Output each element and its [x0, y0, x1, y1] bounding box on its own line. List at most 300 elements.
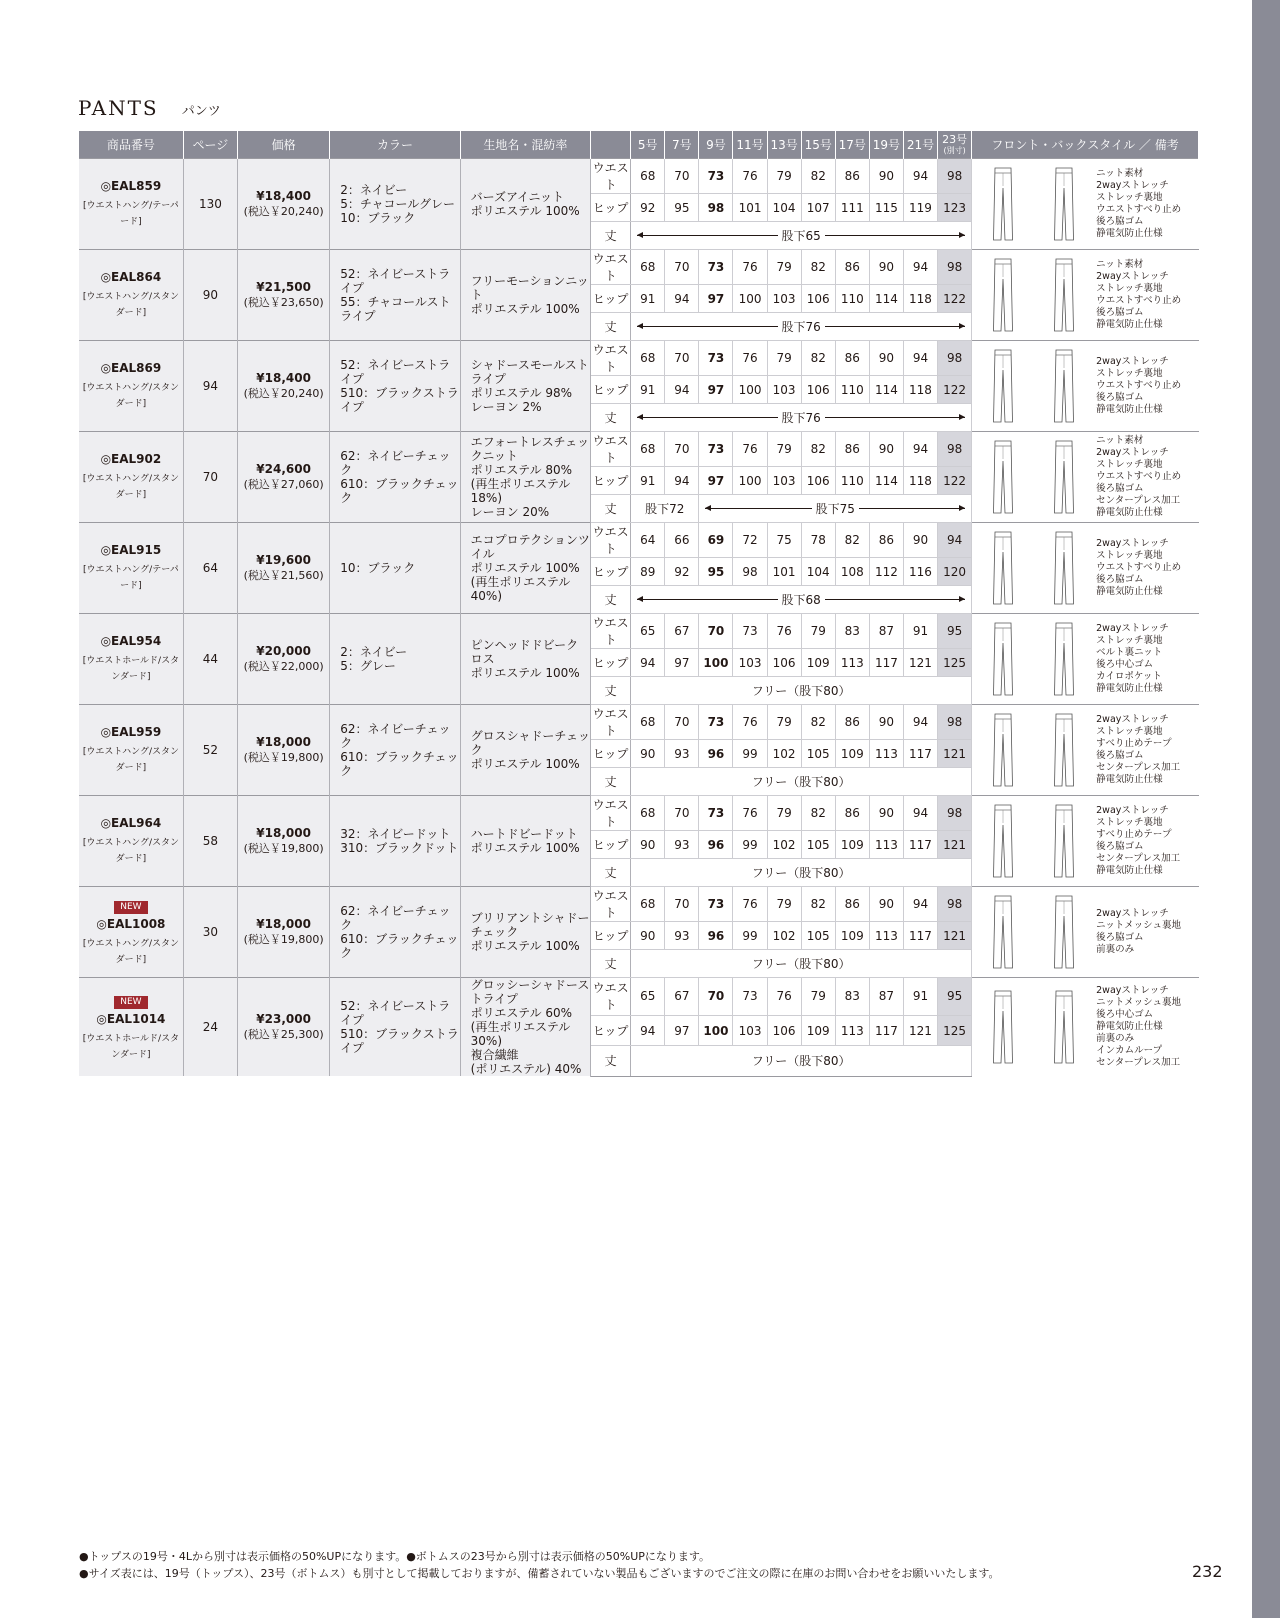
hip-value: 121 [938, 740, 972, 768]
catalog-page: 44 [183, 614, 237, 705]
waist-value: 90 [869, 432, 903, 467]
hip-value: 94 [631, 649, 665, 677]
color-option: 62：ネイビーチェック [340, 904, 451, 932]
pants-front-icon [992, 166, 1014, 242]
header-size: 15号 [801, 131, 835, 159]
measure-label: ウエスト [591, 887, 631, 922]
new-badge: NEW [114, 996, 147, 1009]
waist-value: 82 [801, 250, 835, 285]
measure-label: ヒップ [591, 558, 631, 586]
hip-value: 122 [938, 285, 972, 313]
hip-value: 106 [767, 1015, 801, 1045]
remark-line: 2wayストレッチ [1096, 805, 1169, 816]
fabric-line: グロスシャドーチェック [470, 729, 591, 757]
hip-value: 94 [631, 1015, 665, 1045]
hip-value: 117 [869, 1015, 903, 1045]
product-code-cell [79, 796, 183, 887]
waist-value: 90 [869, 796, 903, 831]
inseam-text: フリー（股下80） [631, 859, 972, 887]
fabric-line: フリーモーションニット [470, 274, 589, 302]
waist-value: 94 [903, 432, 937, 467]
header-fabric: 生地名・混紡率 [460, 131, 590, 159]
catalog-page: 30 [183, 887, 237, 978]
measure-label: 丈 [591, 950, 631, 978]
hip-value: 90 [631, 740, 665, 768]
hip-value: 109 [835, 740, 869, 768]
measure-label: 丈 [591, 586, 631, 614]
hip-value: 118 [903, 376, 937, 404]
fabric-line: ポリエステル 100% [470, 666, 580, 680]
remark-line: カイロポケット [1096, 671, 1162, 682]
header-size: 9号 [699, 131, 733, 159]
remark-line: ストレッチ裏地 [1096, 817, 1163, 828]
measure-label: ヒップ [591, 467, 631, 495]
product-code-cell [79, 705, 183, 796]
hip-value: 102 [767, 831, 801, 859]
product-code: ◎EAL1014 [96, 1011, 166, 1026]
style-cell [972, 614, 1199, 705]
waist-value: 65 [631, 978, 665, 1016]
price-cell [237, 250, 329, 341]
price-cell [237, 614, 329, 705]
section-title [78, 96, 221, 120]
remarks [1094, 538, 1181, 598]
remark-line: ニット素材 [1096, 435, 1144, 446]
remark-line: 2wayストレッチ [1096, 271, 1169, 282]
product-fit: [ウエストハング/テーパード] [83, 565, 179, 591]
waist-value: 87 [869, 978, 903, 1016]
hip-value: 100 [699, 1015, 733, 1045]
waist-value: 98 [938, 705, 972, 740]
hip-value: 97 [699, 285, 733, 313]
table-row [79, 796, 1199, 831]
waist-value: 70 [699, 614, 733, 649]
waist-value: 79 [767, 432, 801, 467]
style-cell [972, 523, 1199, 614]
fabric-cell [460, 432, 590, 523]
hip-value: 109 [801, 1015, 835, 1045]
fabric-cell [460, 159, 590, 250]
hip-value: 101 [767, 558, 801, 586]
hip-value: 100 [733, 285, 767, 313]
hip-value: 114 [869, 376, 903, 404]
waist-value: 76 [733, 159, 767, 194]
table-row [79, 614, 1199, 649]
measure-label: 丈 [591, 495, 631, 523]
remark-line: 静電気防止仕様 [1096, 319, 1163, 330]
color-option: 610：ブラックチェック [340, 750, 459, 778]
table-header [79, 131, 1199, 159]
remark-line: ストレッチ裏地 [1096, 726, 1163, 737]
product-fit: [ウエストホールド/スタンダード] [82, 1033, 180, 1060]
product-code: ◎EAL902 [100, 452, 162, 466]
remark-line: 後ろ脇ゴム [1096, 932, 1144, 943]
header-style: フロント・バックスタイル ／ 備考 [972, 131, 1199, 159]
hip-value: 117 [903, 740, 937, 768]
color-option: 62：ネイビーチェック [340, 449, 451, 477]
style-cell [972, 432, 1199, 523]
waist-value: 68 [631, 159, 665, 194]
color-option: 2：ネイビー [340, 645, 408, 659]
remark-line: ウエストすべり止め [1096, 471, 1182, 482]
hip-value: 121 [938, 831, 972, 859]
product-code-cell [79, 159, 183, 250]
price: ¥21,500 [256, 280, 311, 294]
product-fit: [ウエストハング/スタンダード] [82, 292, 179, 318]
measure-label: ウエスト [591, 614, 631, 649]
pants-back-icon [1053, 803, 1075, 879]
remark-line: ウエストすべり止め [1096, 204, 1182, 215]
price-tax: (税込￥25,300) [243, 1028, 324, 1041]
remark-line: ウエストすべり止め [1096, 295, 1182, 306]
waist-value: 70 [665, 159, 699, 194]
remark-line: 静電気防止仕様 [1096, 774, 1163, 785]
waist-value: 94 [903, 341, 937, 376]
table-row [79, 887, 1199, 922]
hip-value: 110 [835, 285, 869, 313]
waist-value: 98 [938, 432, 972, 467]
measure-label: ウエスト [591, 523, 631, 558]
pants-back-icon [1053, 712, 1075, 788]
product-code: ◎EAL915 [100, 543, 162, 557]
waist-value: 79 [767, 250, 801, 285]
waist-value: 75 [767, 523, 801, 558]
waist-value: 73 [733, 978, 767, 1016]
remark-line: センタープレス加工 [1096, 1057, 1181, 1068]
catalog-page: 70 [183, 432, 237, 523]
hip-value: 113 [869, 831, 903, 859]
product-code-cell [79, 978, 183, 1077]
measure-label: ヒップ [591, 831, 631, 859]
waist-value: 76 [733, 341, 767, 376]
waist-value: 70 [665, 887, 699, 922]
catalog-page: 52 [183, 705, 237, 796]
hip-value: 103 [767, 376, 801, 404]
remark-line: 2wayストレッチ [1096, 356, 1169, 367]
size23-label: 23号 [942, 132, 968, 146]
header-size: 13号 [767, 131, 801, 159]
waist-value: 98 [938, 341, 972, 376]
header-size-23 [938, 131, 972, 159]
hip-value: 92 [631, 194, 665, 222]
price: ¥19,600 [256, 553, 311, 567]
catalog-page: 64 [183, 523, 237, 614]
inseam-cell [631, 222, 972, 250]
waist-value: 76 [733, 705, 767, 740]
remark-line: 前裏のみ [1096, 944, 1135, 955]
header-size: 11号 [733, 131, 767, 159]
hip-value: 97 [665, 1015, 699, 1045]
color-cell [330, 523, 460, 614]
hip-value: 96 [699, 831, 733, 859]
remarks [1094, 805, 1180, 877]
pants-illustrations [972, 987, 1094, 1068]
hip-value: 104 [801, 558, 835, 586]
price-cell [237, 796, 329, 887]
product-code-cell [79, 887, 183, 978]
waist-value: 73 [699, 159, 733, 194]
hip-value: 92 [665, 558, 699, 586]
remark-line: 後ろ脇ゴム [1096, 750, 1144, 761]
footnotes [79, 1548, 1000, 1582]
waist-value: 86 [835, 432, 869, 467]
waist-value: 86 [835, 250, 869, 285]
fabric-line: レーヨン 2% [470, 400, 542, 414]
price-tax: (税込￥20,240) [243, 205, 324, 218]
product-fit: [ウエストハング/スタンダード] [82, 838, 179, 864]
fabric-cell [460, 523, 590, 614]
product-code-cell [79, 432, 183, 523]
color-option: 10：ブラック [340, 211, 416, 225]
price-tax: (税込￥19,800) [243, 933, 324, 946]
hip-value: 111 [835, 194, 869, 222]
remark-line: センタープレス加工 [1096, 762, 1181, 773]
catalog-page: 94 [183, 341, 237, 432]
remark-line: 後ろ脇ゴム [1096, 841, 1144, 852]
color-cell [330, 250, 460, 341]
remark-line: 静電気防止仕様 [1096, 865, 1163, 876]
product-code-cell [79, 614, 183, 705]
remark-line: 静電気防止仕様 [1096, 228, 1163, 239]
hip-value: 93 [665, 922, 699, 950]
remark-line: ベルト裏ニット [1096, 647, 1163, 658]
measure-label: 丈 [591, 768, 631, 796]
side-tab-bar [1252, 0, 1280, 1618]
size23-note: (別寸) [943, 145, 966, 155]
remark-line: 後ろ脇ゴム [1096, 392, 1144, 403]
fabric-line: エフォートレスチェックニット [470, 435, 590, 463]
price: ¥20,000 [256, 644, 311, 658]
product-fit: [ウエストハング/スタンダード] [82, 747, 179, 773]
inseam-text: フリー（股下80） [631, 768, 972, 796]
waist-value: 70 [699, 978, 733, 1016]
hip-value: 96 [699, 740, 733, 768]
waist-value: 72 [733, 523, 767, 558]
hip-value: 99 [733, 831, 767, 859]
waist-value: 69 [699, 523, 733, 558]
remark-line: 静電気防止仕様 [1096, 404, 1163, 415]
waist-value: 86 [835, 796, 869, 831]
color-option: 610：ブラックチェック [340, 477, 459, 505]
measure-label: ウエスト [591, 250, 631, 285]
fabric-line: (再生ポリエステル 30%) [470, 1020, 571, 1048]
remark-line: 静電気防止仕様 [1096, 586, 1163, 597]
page-number: 232 [1192, 1562, 1223, 1581]
measure-label: ウエスト [591, 432, 631, 467]
waist-value: 94 [903, 159, 937, 194]
hip-value: 109 [835, 831, 869, 859]
color-option: 510：ブラックストライプ [340, 386, 459, 414]
inseam-cell [631, 586, 972, 614]
product-code: ◎EAL1008 [96, 916, 166, 931]
waist-value: 90 [903, 523, 937, 558]
waist-value: 82 [801, 796, 835, 831]
price-tax: (税込￥23,650) [243, 296, 324, 309]
remark-line: ストレッチ裏地 [1096, 550, 1163, 561]
inseam-text: 股下76 [781, 411, 821, 425]
pants-illustrations [972, 255, 1094, 336]
waist-value: 98 [938, 159, 972, 194]
catalog-page: 130 [183, 159, 237, 250]
hip-value: 121 [903, 649, 937, 677]
hip-value: 118 [903, 285, 937, 313]
hip-value: 118 [903, 467, 937, 495]
price: ¥24,600 [256, 462, 311, 476]
fabric-line: ポリエステル 100% [470, 841, 580, 855]
fabric-cell [460, 705, 590, 796]
pants-back-icon [1053, 348, 1075, 424]
hip-value: 117 [903, 922, 937, 950]
remark-line: インカムループ [1096, 1045, 1163, 1056]
color-option: 52：ネイビーストライプ [340, 267, 451, 295]
waist-value: 68 [631, 796, 665, 831]
header-size: 19号 [869, 131, 903, 159]
style-cell [972, 978, 1199, 1077]
hip-value: 106 [801, 376, 835, 404]
hip-value: 101 [733, 194, 767, 222]
price-cell [237, 887, 329, 978]
price-cell [237, 432, 329, 523]
new-badge: NEW [114, 901, 147, 914]
remarks [1094, 168, 1181, 240]
waist-value: 86 [869, 523, 903, 558]
waist-value: 82 [801, 705, 835, 740]
waist-value: 94 [903, 705, 937, 740]
hip-value: 115 [869, 194, 903, 222]
waist-value: 76 [733, 887, 767, 922]
pants-illustrations [972, 164, 1094, 245]
fabric-line: ポリエステル 100% [470, 302, 580, 316]
color-option: 2：ネイビー [340, 183, 408, 197]
pants-front-icon [992, 257, 1014, 333]
style-cell [972, 341, 1199, 432]
waist-value: 98 [938, 796, 972, 831]
color-cell [330, 432, 460, 523]
waist-value: 73 [699, 705, 733, 740]
catalog-page: 24 [183, 978, 237, 1077]
pants-illustrations [972, 528, 1094, 609]
waist-value: 94 [903, 250, 937, 285]
color-option: 310：ブラックドット [340, 841, 459, 855]
hip-value: 113 [869, 922, 903, 950]
waist-value: 82 [835, 523, 869, 558]
pants-back-icon [1053, 621, 1075, 697]
waist-value: 98 [938, 887, 972, 922]
hip-value: 90 [631, 922, 665, 950]
pants-illustrations [972, 710, 1094, 791]
remark-line: ストレッチ裏地 [1096, 459, 1163, 470]
color-cell [330, 705, 460, 796]
waist-value: 90 [869, 887, 903, 922]
table-row [79, 978, 1199, 1016]
pants-back-icon [1053, 166, 1075, 242]
hip-value: 109 [801, 649, 835, 677]
measure-label: ウエスト [591, 978, 631, 1016]
waist-value: 86 [835, 887, 869, 922]
fabric-line: ポリエステル 100% [470, 561, 580, 575]
price: ¥18,000 [256, 735, 311, 749]
product-fit: [ウエストハング/スタンダード] [82, 938, 179, 965]
hip-value: 121 [903, 1015, 937, 1045]
waist-value: 90 [869, 159, 903, 194]
color-cell [330, 614, 460, 705]
hip-value: 91 [631, 467, 665, 495]
header-code: 商品番号 [79, 131, 183, 159]
waist-value: 90 [869, 705, 903, 740]
fabric-line: ポリエステル 100% [470, 757, 580, 771]
waist-value: 79 [767, 796, 801, 831]
remark-line: 2wayストレッチ [1096, 985, 1169, 996]
hip-value: 102 [767, 922, 801, 950]
pants-front-icon [992, 621, 1014, 697]
footnote: ●トップスの19号・4Lから別寸は表示価格の50%UPになります。●ボトムスの23号から別寸は表示価格の50%UPになります。 [79, 1550, 711, 1563]
price: ¥18,400 [256, 371, 311, 385]
pants-front-icon [992, 989, 1014, 1065]
waist-value: 76 [733, 250, 767, 285]
pants-front-icon [992, 439, 1014, 515]
remark-line: すべり止めテープ [1096, 829, 1172, 840]
waist-value: 70 [665, 796, 699, 831]
pants-back-icon [1053, 894, 1075, 970]
product-code: ◎EAL959 [100, 725, 162, 739]
remarks [1094, 623, 1169, 695]
fabric-cell [460, 250, 590, 341]
pants-illustrations [972, 619, 1094, 700]
remark-line: 後ろ脇ゴム [1096, 574, 1144, 585]
hip-value: 121 [938, 922, 972, 950]
hip-value: 114 [869, 467, 903, 495]
pants-illustrations [972, 801, 1094, 882]
color-cell [330, 796, 460, 887]
header-size: 21号 [903, 131, 937, 159]
hip-value: 99 [733, 740, 767, 768]
hip-value: 110 [835, 376, 869, 404]
hip-value: 99 [733, 922, 767, 950]
header-price: 価格 [237, 131, 329, 159]
waist-value: 76 [733, 432, 767, 467]
remark-line: センタープレス加工 [1096, 495, 1181, 506]
remark-line: 後ろ中心ゴム [1096, 659, 1154, 670]
waist-value: 83 [835, 614, 869, 649]
pants-front-icon [992, 894, 1014, 970]
fabric-line: ポリエステル 100% [470, 204, 580, 218]
hip-value: 105 [801, 831, 835, 859]
remarks [1094, 714, 1180, 786]
pants-front-icon [992, 803, 1014, 879]
waist-value: 73 [699, 796, 733, 831]
pants-front-icon [992, 712, 1014, 788]
waist-value: 73 [699, 432, 733, 467]
color-option: 52：ネイビーストライプ [340, 999, 451, 1027]
hip-value: 103 [733, 649, 767, 677]
hip-value: 91 [631, 285, 665, 313]
product-fit: [ウエストハング/スタンダード] [82, 474, 179, 500]
inseam-cell [631, 313, 972, 341]
fabric-line: バーズアイニット [470, 190, 565, 204]
inseam-text: フリー（股下80） [631, 677, 972, 705]
waist-value: 70 [665, 341, 699, 376]
hip-value: 103 [767, 285, 801, 313]
waist-value: 68 [631, 341, 665, 376]
fabric-line: ハートドビードット [470, 827, 578, 841]
color-option: 5：チャコールグレー [340, 197, 456, 211]
waist-value: 87 [869, 614, 903, 649]
fabric-line: (再生ポリエステル 18%) [470, 477, 571, 505]
waist-value: 82 [801, 432, 835, 467]
catalog-page: 90 [183, 250, 237, 341]
product-code-cell [79, 341, 183, 432]
hip-value: 113 [835, 1015, 869, 1045]
